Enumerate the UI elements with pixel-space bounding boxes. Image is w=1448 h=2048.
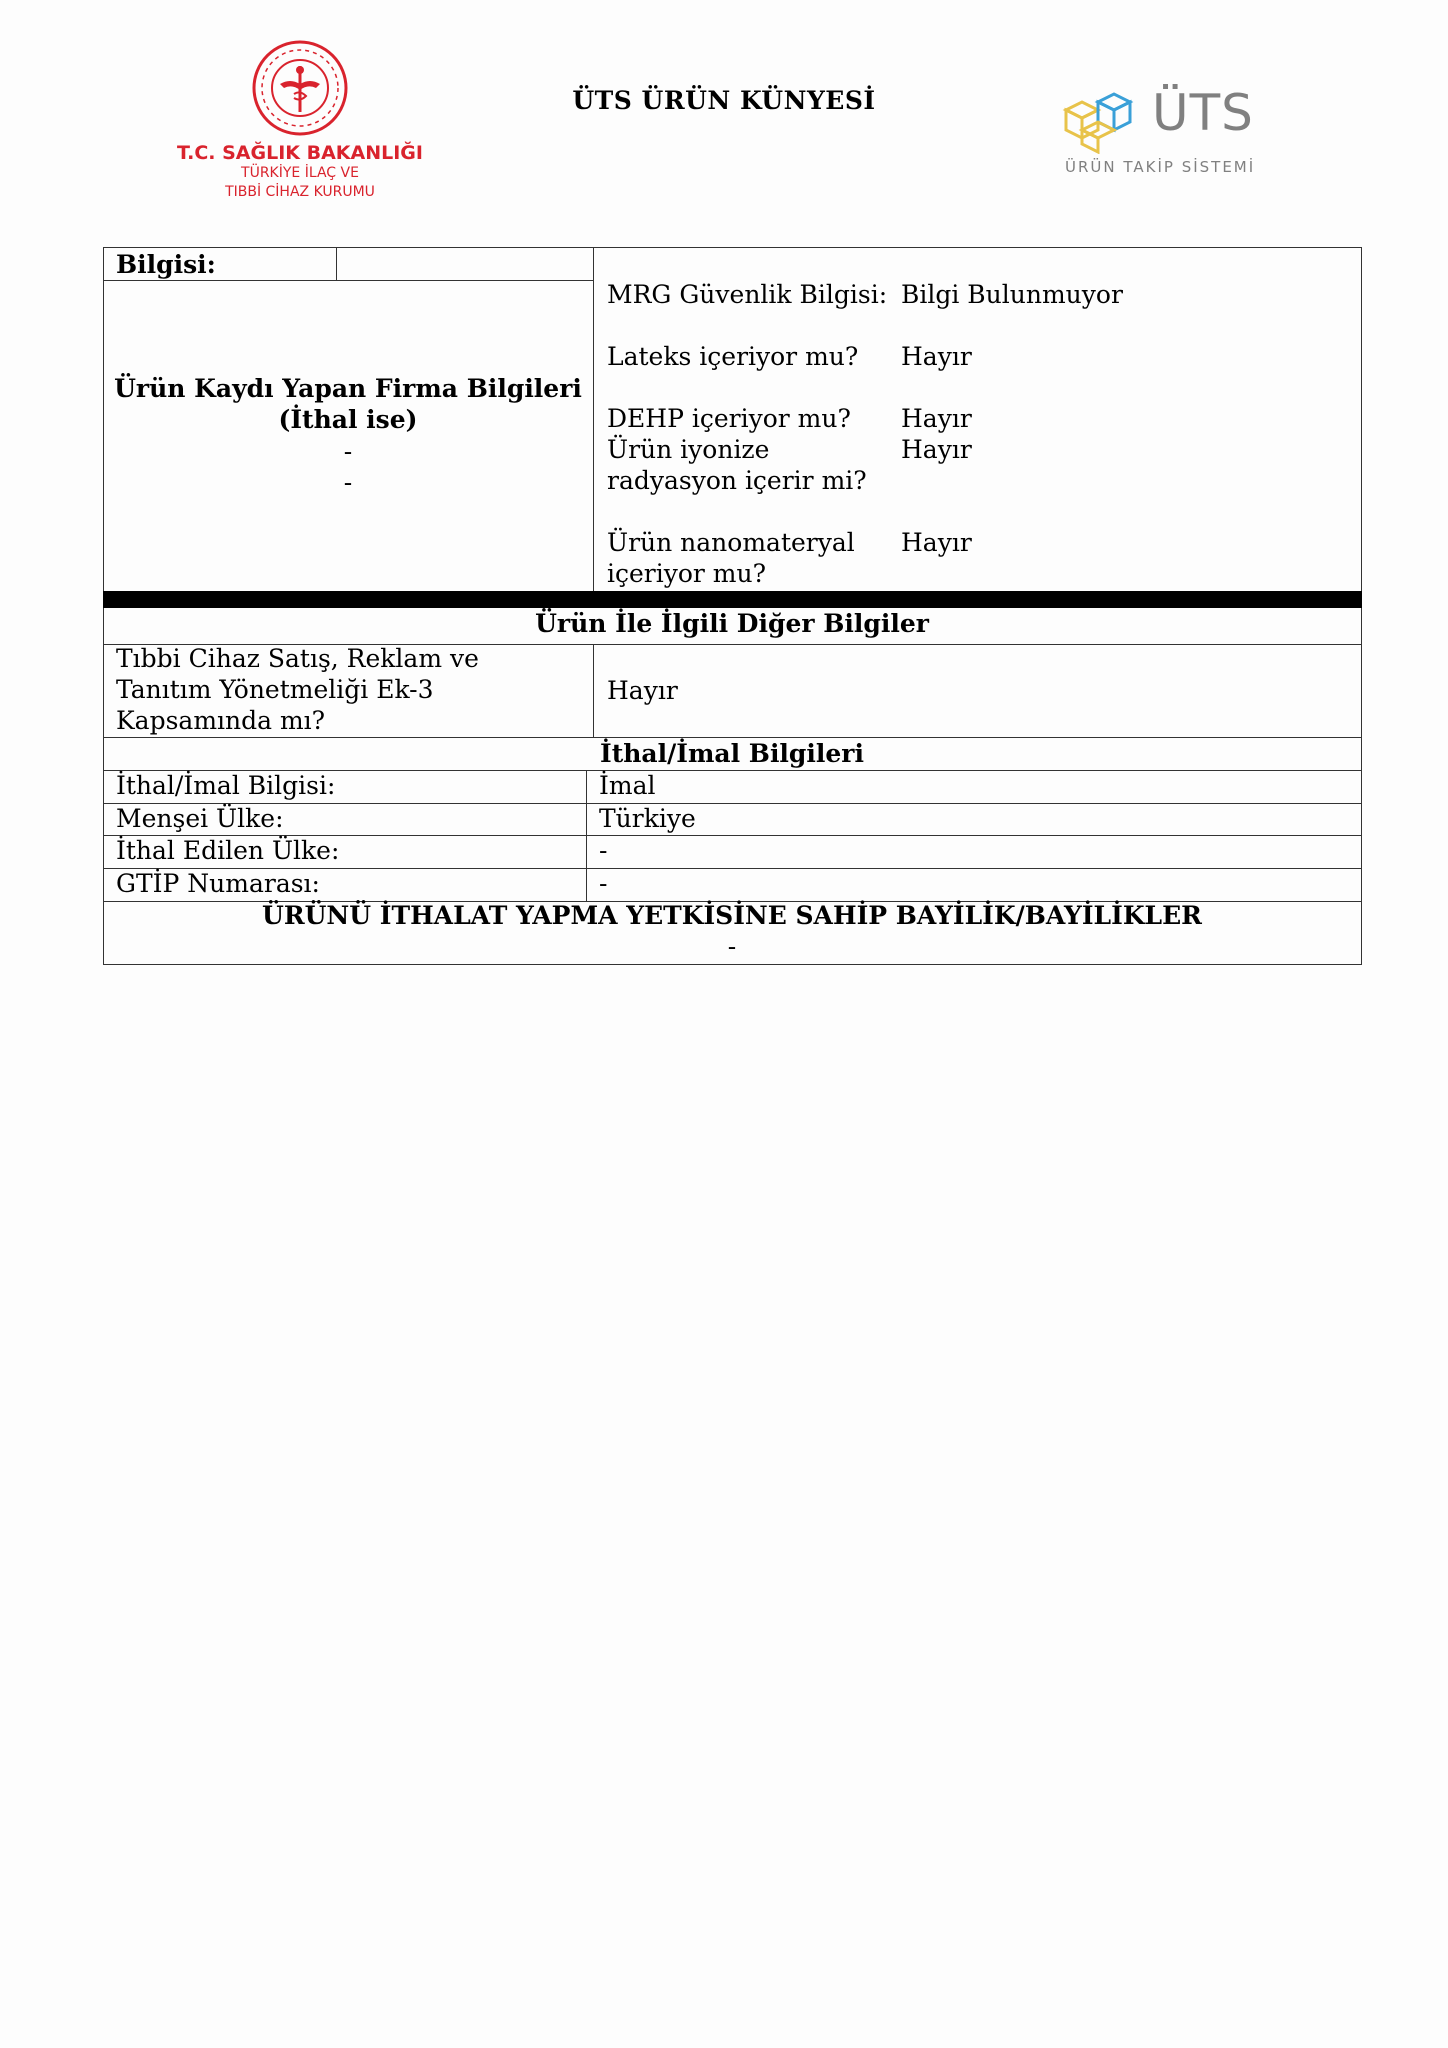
prop-label-nano: Ürün nanomateryal içeriyor mu? <box>607 528 855 588</box>
uts-subtitle: ÜRÜN TAKİP SİSTEMİ <box>1065 158 1256 176</box>
ithal-label-gtip: GTİP Numarası: <box>116 869 320 898</box>
diger-value: Hayır <box>607 676 678 705</box>
prop-label-lateks: Lateks içeriyor mu? <box>607 342 859 371</box>
ithal-value-mensei: Türkiye <box>599 804 696 833</box>
bayilik-title: ÜRÜNÜ İTHALAT YAPMA YETKİSİNE SAHİP BAYİLİK/BAYİLİKLER <box>262 901 1202 930</box>
prop-value-lateks: Hayır <box>901 342 972 371</box>
ithal-title: İthal/İmal Bilgileri <box>600 739 864 768</box>
prop-value-dehp: Hayır <box>901 404 972 433</box>
prop-value-mrg: Bilgi Bulunmuyor <box>901 280 1123 309</box>
ministry-logo <box>170 38 430 202</box>
ithal-value-gtip: - <box>599 869 608 898</box>
bayilik-value: - <box>727 932 737 961</box>
ministry-name: T.C. SAĞLIK BAKANLIĞI <box>177 142 423 164</box>
prop-label-dehp: DEHP içeriyor mu? <box>607 404 851 433</box>
ministry-subtitle-1: TÜRKİYE İLAÇ VE <box>241 165 359 181</box>
section-separator <box>103 591 1362 608</box>
prop-label-mrg: MRG Güvenlik Bilgisi: <box>607 280 888 309</box>
prop-label-iyonize: Ürün iyonize radyasyon içerir mi? <box>607 435 867 495</box>
uts-cubes-icon <box>1062 88 1154 154</box>
product-info-table <box>103 247 1361 964</box>
firma-title: Ürün Kaydı Yapan Firma Bilgileri (İthal ise) <box>114 374 582 434</box>
ithal-label-bilgi: İthal/İmal Bilgisi: <box>116 771 336 800</box>
uts-wordmark: ÜTS <box>1152 84 1254 142</box>
diger-title: Ürün İle İlgili Diğer Bilgiler <box>535 609 929 638</box>
ithal-value-ulke: - <box>599 836 608 865</box>
prop-value-iyonize: Hayır <box>901 435 972 464</box>
page-title: ÜTS ÜRÜN KÜNYESİ <box>572 86 876 115</box>
ithal-value-bilgi: İmal <box>599 771 656 800</box>
prop-value-nano: Hayır <box>901 528 972 557</box>
diger-label: Tıbbi Cihaz Satış, Reklam ve Tanıtım Yönetmeliği Ek-3 Kapsamında mı? <box>116 644 479 735</box>
bilgisi-label: Bilgisi: <box>116 250 216 279</box>
ithal-label-mensei: Menşei Ülke: <box>116 804 284 833</box>
firma-line-1: - <box>343 437 353 466</box>
firma-line-2: - <box>343 468 353 497</box>
ithal-label-ulke: İthal Edilen Ülke: <box>116 836 340 865</box>
ministry-subtitle-2: TIBBİ CİHAZ KURUMU <box>225 184 375 200</box>
